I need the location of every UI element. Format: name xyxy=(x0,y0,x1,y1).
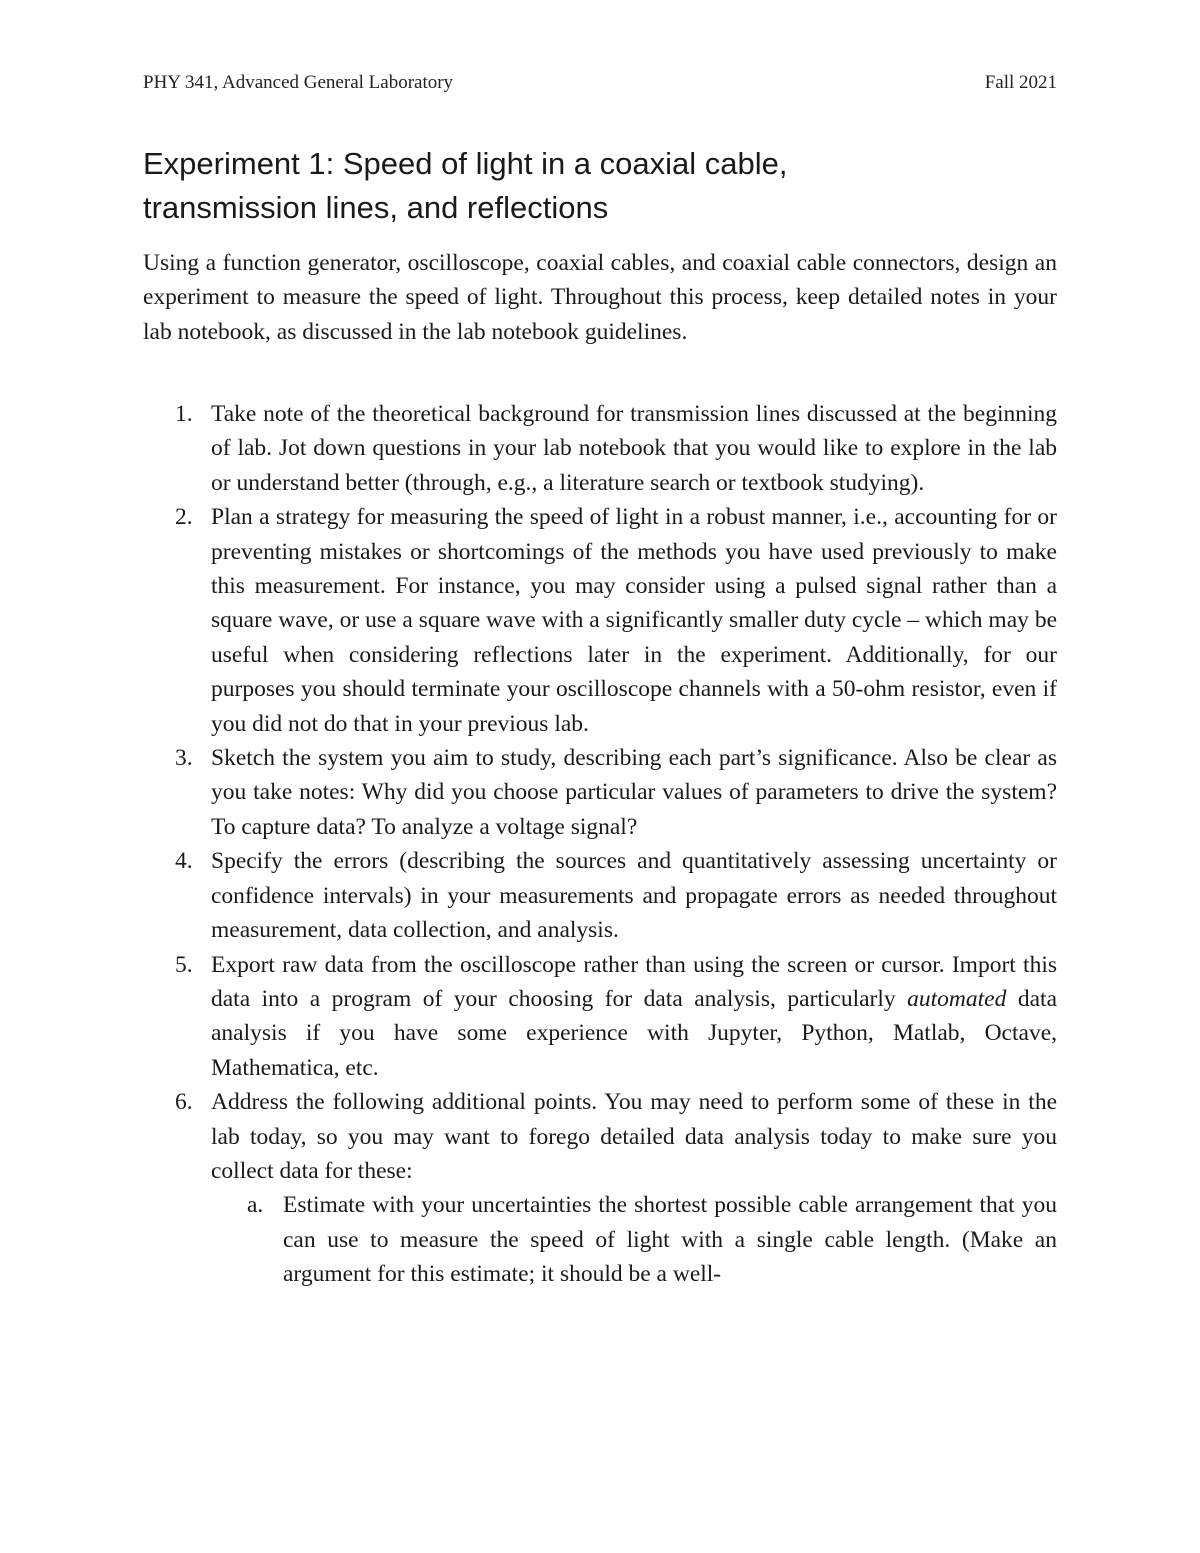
substep-letter: a. xyxy=(247,1192,264,1219)
step-text: Plan a strategy for measuring the speed of light in a robust manner, i.e., accounting for or preventing mistakes or shortcomings of the methods you have used previously to make this measurement. For instance, you may consider using a pulsed signal rather than a square wave, or use a square wave with a significantly smaller duty cycle – which may be useful when considering reflections later in the experiment. Additionally, for our purposes you should terminate your oscilloscope channels with a 50-ohm resistor, even if you did not do that in your previous lab. xyxy=(211,504,1057,737)
step-text: Take note of the theoretical background for transmission lines discussed at the beginning of lab. Jot down questions in your lab notebook that you would like to explore in the lab or understand better (through, e.g., a literature search or textbook studying). xyxy=(211,401,1057,496)
substep-text: Estimate with your uncertainties the shortest possible cable arrangement that you can use to measure the speed of light with a single cable length. (Make an argument for this estimate; it should be a well- xyxy=(283,1192,1057,1288)
step-item xyxy=(143,948,1057,1086)
course-name: PHY 341, Advanced General Laboratory xyxy=(143,72,454,93)
step-item xyxy=(143,500,1057,741)
step-item xyxy=(143,844,1057,947)
substep-item xyxy=(211,1188,1057,1291)
steps-list xyxy=(143,397,1057,1292)
step-text: Address the following additional points. You may need to perform some of these in the lab today, so you may want to forego detailed data analysis today to make sure you collect data for these: xyxy=(211,1089,1057,1184)
title-line-1: Experiment 1: Speed of light in a coaxial cable, xyxy=(143,146,788,181)
step-number: 3. xyxy=(175,745,193,772)
intro-paragraph: Using a function generator, oscilloscope, coaxial cables, and coaxial cable connectors, design an experiment to measure the speed of light. Throughout this process, keep detailed notes in your lab notebook, as discussed in the lab notebook guidelines. xyxy=(143,250,1057,345)
step-item xyxy=(143,1085,1057,1291)
step-number: 5. xyxy=(175,951,193,978)
step-number: 1. xyxy=(175,401,193,427)
step-text: Sketch the system you aim to study, describing each part’s significance. Also be clear as you take notes: Why did you choose particular values of parameters to drive the system? To capture data? To analyze a voltage signal? xyxy=(211,745,1057,840)
step-number: 2. xyxy=(175,504,193,531)
experiment-title xyxy=(143,142,1063,230)
term-label: Fall 2021 xyxy=(984,72,1057,93)
step-text: Specify the errors (describing the sources and quantitatively assessing uncertainty or confidence intervals) in your measurements and propagate errors as needed throughout measurement, data collection, and analysis. xyxy=(211,848,1057,944)
step-item xyxy=(143,741,1057,844)
substeps-list xyxy=(211,1188,1057,1291)
step-number: 6. xyxy=(175,1089,193,1116)
step-text-after: data analysis if you have some experience with Jupyter, Python, Matlab, Octave, Mathematica, etc. xyxy=(211,985,1057,1081)
title-line-2: transmission lines, and reflections xyxy=(143,190,609,225)
page-header xyxy=(143,72,1057,100)
step-number: 4. xyxy=(175,848,193,875)
step-text-before: Export raw data from the oscilloscope rather than using the screen or cursor. Import this data into a program of your choosing for data analysis, particularly xyxy=(211,951,1057,1012)
step-item xyxy=(143,397,1057,500)
step-emphasis: automated xyxy=(907,985,1007,1012)
